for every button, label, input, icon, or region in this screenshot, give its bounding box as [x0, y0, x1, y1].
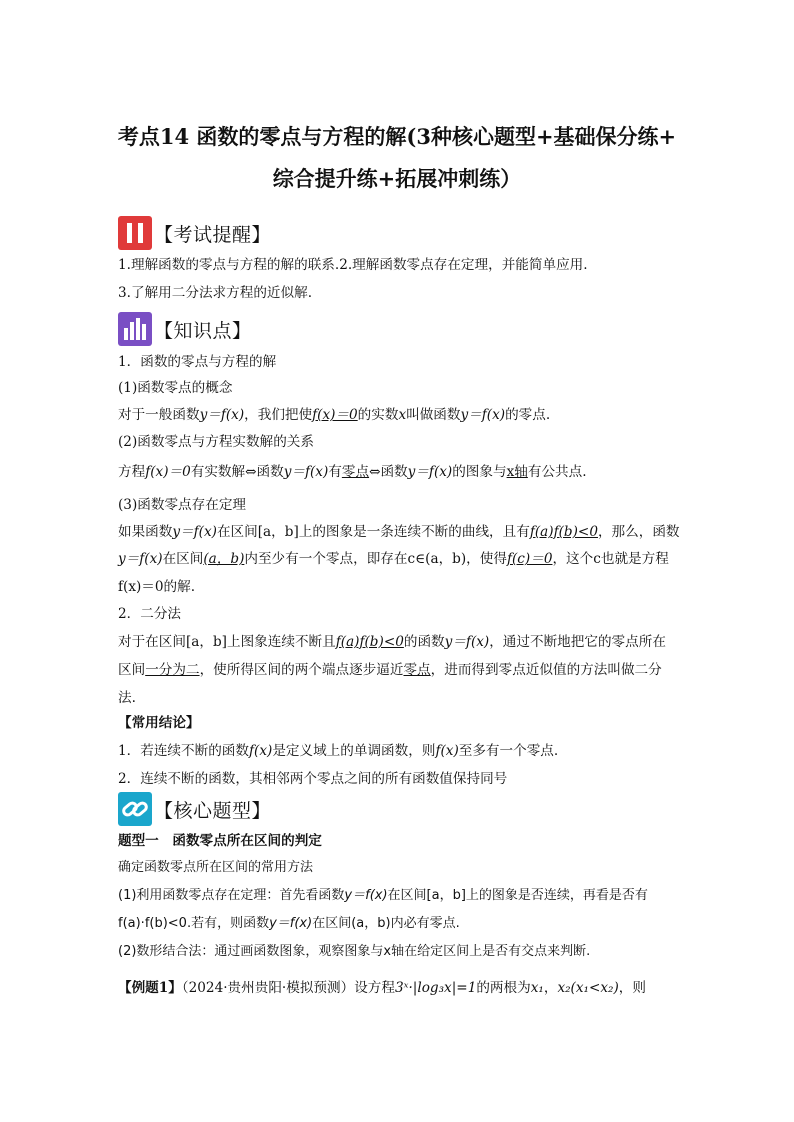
text: 对于在区间[a，b]上图象连续不断且 — [118, 634, 336, 650]
text: ⇔函数 — [369, 464, 408, 480]
text: 的图象与 — [452, 464, 507, 480]
bisection-line-2 — [118, 660, 662, 680]
text: 至多有一个零点. — [458, 743, 559, 759]
bisection-line-3: 法. — [118, 690, 136, 706]
math: y＝f(x) — [283, 464, 329, 480]
conclusion-line-1 — [118, 741, 558, 761]
text: 有公共点. — [527, 464, 587, 480]
math: x — [398, 407, 407, 423]
underlined-math: f(c)＝0 — [506, 551, 553, 567]
text: ，则 — [618, 980, 646, 996]
math: y＝f(x) — [269, 916, 313, 931]
text: 叫做函数 — [406, 407, 461, 423]
text: 在区间(a，b)内必有零点. — [312, 916, 460, 931]
text: 内至少有一个零点，即存在c∈(a，b)，使得 — [244, 551, 507, 567]
text: 区间 — [118, 662, 146, 678]
knowledge-heading-1: 1．函数的零点与方程的解 — [118, 354, 277, 370]
knowledge-subheading-1b: (2)函数零点与方程实数解的关系 — [118, 434, 314, 450]
reminder-line-1: 1.理解函数的零点与方程的解的联系.2.理解函数零点存在定理，并能简单应用. — [118, 257, 588, 273]
theorem-line-3: f(x)＝0的解. — [118, 579, 196, 595]
method-title: 确定函数零点所在区间的常用方法 — [118, 860, 314, 875]
math: f(x)＝0 — [145, 464, 191, 480]
text: f(a)·f(b)<0.若有，则函数 — [118, 916, 270, 931]
link-chain-icon — [118, 792, 152, 826]
underlined-math: f(a)f(b)<0 — [335, 634, 404, 650]
math: f(x) — [435, 743, 459, 759]
knowledge-subheading-1c: (3)函数零点存在定理 — [118, 497, 247, 513]
text: （2024·贵州贵阳·模拟预测）设方程 — [181, 980, 395, 996]
theorem-line-1 — [118, 522, 680, 542]
method-line-1 — [118, 886, 648, 906]
text: ，那么，函数 — [597, 524, 680, 540]
knowledge-subheading-1a: (1)函数零点的概念 — [118, 380, 233, 396]
text: 在区间[a，b]上的图象是一条连续不断的曲线，且有 — [216, 524, 530, 540]
zero-relation-line — [118, 462, 587, 482]
text: ， — [543, 980, 558, 996]
section-core-header — [118, 792, 271, 826]
underlined-text: 一分为二 — [145, 662, 200, 678]
text: 有实数解⇔函数 — [190, 464, 284, 480]
conclusion-line-2: 2．连续不断的函数，其相邻两个零点之间的所有函数值保持同号 — [118, 771, 508, 787]
text: (1)利用函数零点存在定理：首先看函数 — [118, 888, 345, 903]
method-line-3: (2)数形结合法：通过画函数图象，观察图象与x轴在给定区间上是否有交点来判断. — [118, 944, 591, 959]
section-knowledge-header — [118, 312, 252, 346]
text: 1．若连续不断的函数 — [118, 743, 249, 759]
reminder-line-2: 3.了解用二分法求方程的近似解. — [118, 285, 313, 301]
text: 的实数 — [357, 407, 399, 423]
example-1-line — [118, 978, 646, 998]
question-type-1-title: 题型一 函数零点所在区间的判定 — [118, 833, 322, 849]
math: y＝f(x) — [407, 464, 453, 480]
math: y＝f(x) — [199, 407, 245, 423]
bar-chart-icon — [118, 312, 152, 346]
math: f(x) — [249, 743, 273, 759]
text: 方程 — [118, 464, 146, 480]
text: 对于一般函数 — [118, 407, 200, 423]
knowledge-heading-2: 2．二分法 — [118, 606, 182, 622]
text: 的零点. — [505, 407, 551, 423]
underlined-text: 零点 — [341, 464, 370, 480]
text: 如果函数 — [118, 524, 173, 540]
text: 在区间 — [162, 551, 204, 567]
underlined-math: (a，b) — [203, 551, 245, 567]
math: y＝f(x) — [172, 524, 217, 540]
math: y＝f(x) — [444, 634, 490, 650]
text: 有 — [328, 464, 342, 480]
section-core-title: 【核心题型】 — [154, 799, 272, 822]
text: ，我们把使 — [244, 407, 313, 423]
text: ，使所得区间的两个端点逐步逼近 — [199, 662, 404, 678]
text: 的两根为 — [476, 980, 531, 996]
method-line-2 — [118, 914, 460, 934]
text: ，通过不断地把它的零点所在 — [489, 634, 666, 650]
zero-definition-line — [118, 405, 550, 425]
math: y＝f(x) — [118, 551, 163, 567]
math: y＝f(x) — [344, 888, 388, 903]
pause-bars-icon — [118, 216, 152, 250]
text: 的函数 — [403, 634, 445, 650]
common-conclusion-title: 【常用结论】 — [118, 715, 200, 731]
document-title-line-1: 考点14 函数的零点与方程的解(3种核心题型+基础保分练+ — [117, 124, 677, 149]
text: 在区间[a，b]上的图象是否连续，再看是否有 — [387, 888, 648, 903]
equation: 3ˣ·|log₃x|=1 — [395, 980, 477, 996]
underlined-text: x轴 — [506, 464, 528, 480]
text: ，进而得到零点近似值的方法叫做二分 — [430, 662, 662, 678]
section-knowledge-title: 【知识点】 — [154, 319, 252, 342]
underlined-math: f(a)f(b)<0 — [529, 524, 598, 540]
section-reminder-header — [118, 216, 271, 250]
math: x₂(x₁<x₂) — [557, 980, 619, 996]
text: ，这个c也就是方程 — [552, 551, 669, 567]
bisection-line-1 — [118, 632, 666, 652]
underlined-text: 零点 — [403, 662, 431, 678]
example-label: 【例题1】 — [118, 980, 182, 996]
document-title-line-2: 综合提升练+拓展冲刺练） — [272, 166, 522, 191]
text: 是定义域上的单调函数，则 — [272, 743, 436, 759]
math: x₁ — [530, 980, 544, 996]
underlined-math: f(x)＝0 — [312, 407, 358, 423]
section-reminder-title: 【考试提醒】 — [154, 223, 272, 246]
theorem-line-2 — [118, 549, 669, 569]
math: y＝f(x) — [460, 407, 506, 423]
